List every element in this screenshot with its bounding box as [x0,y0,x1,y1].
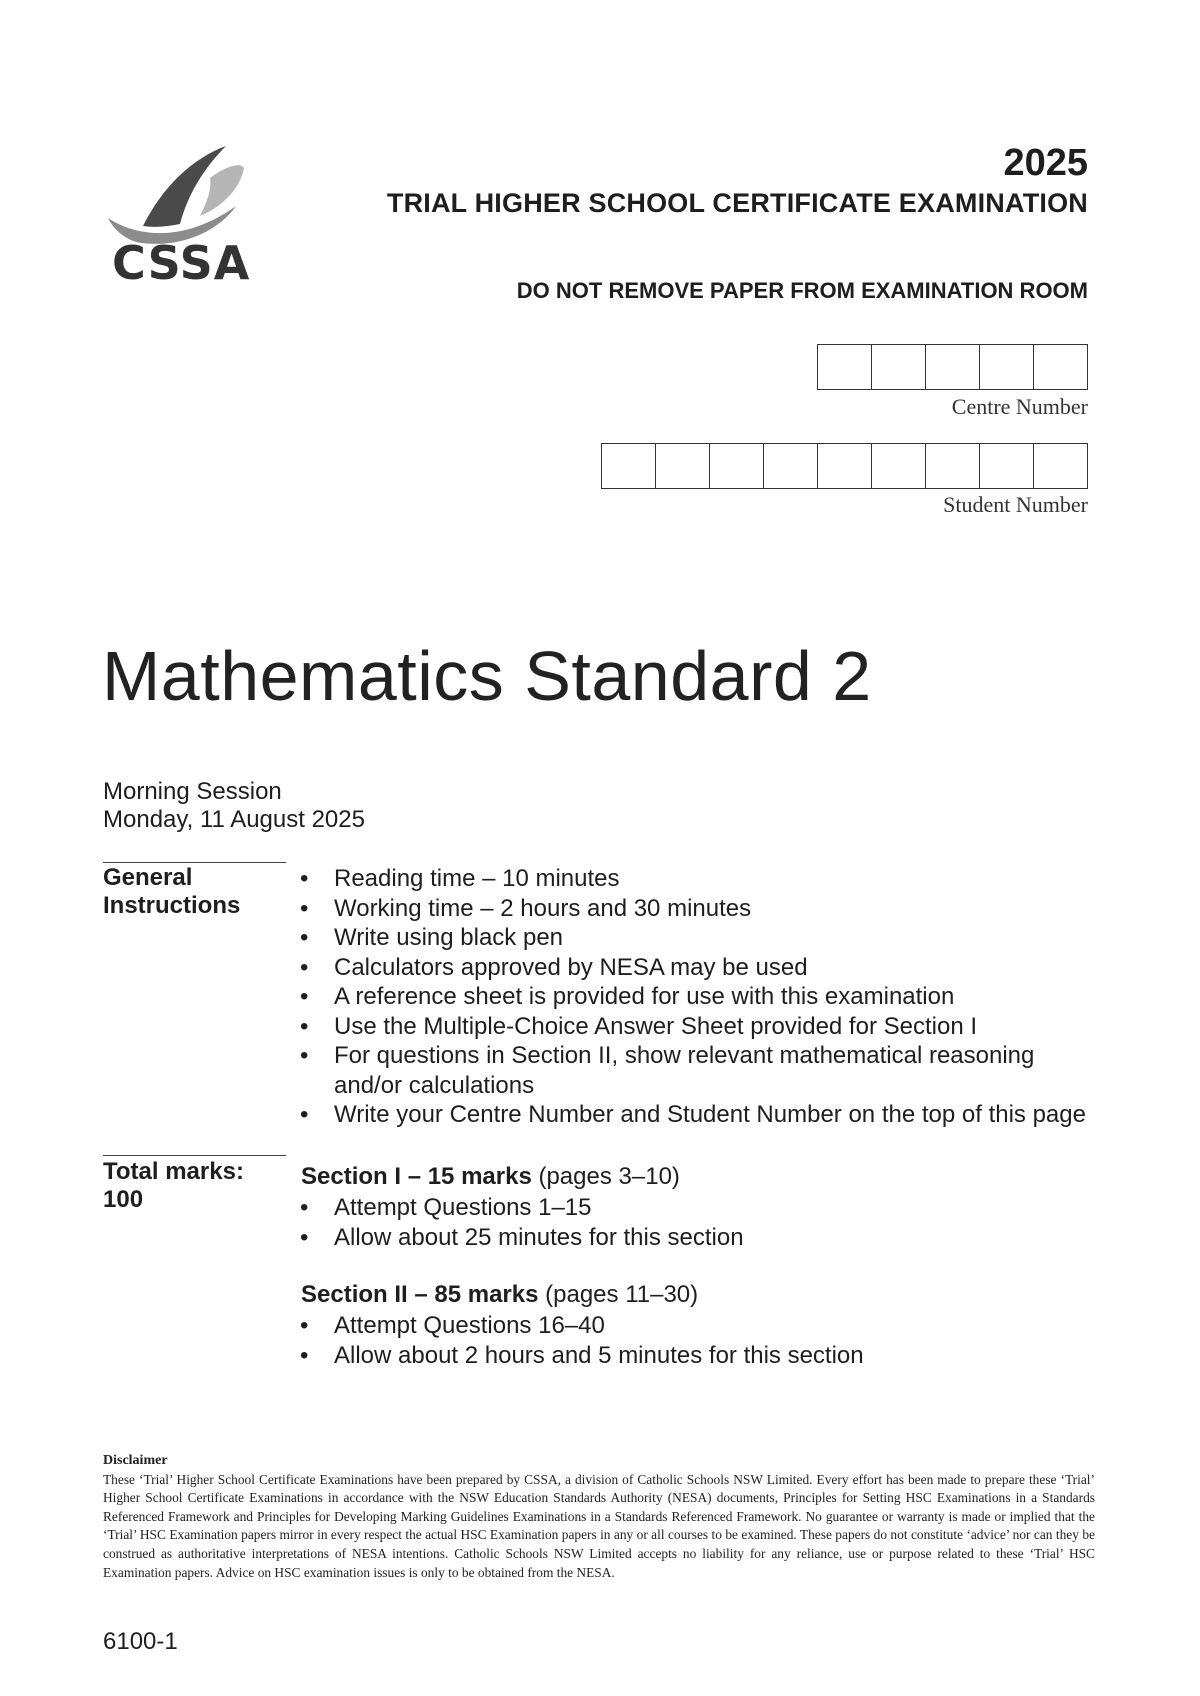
general-instructions-heading [103,864,240,920]
total-marks-label: Total marks: [103,1158,244,1185]
total-marks [103,1158,244,1214]
centre-number-digit-box[interactable] [818,344,872,390]
list-item: • Working time – 2 hours and 30 minutes [298,894,1086,924]
session-date: Monday, 11 August 2025 [103,806,365,833]
list-item: • Reading time – 10 minutes [298,864,1086,894]
student-number-digit-box[interactable] [872,443,926,489]
list-item: • For questions in Section II, show relevant mathematical reasoning [298,1041,1086,1071]
centre-number-label: Centre Number [951,394,1088,419]
student-number-digit-box[interactable] [818,443,872,489]
logo-text: CSSA [112,236,251,290]
list-item: • Attempt Questions 1–15 [298,1193,744,1223]
list-item: • Allow about 25 minutes for this section [298,1223,744,1253]
student-number-digit-box[interactable] [980,443,1034,489]
centre-number-boxes[interactable] [817,344,1088,390]
section-2-title: Section II – 85 marks [301,1281,539,1308]
paper-code: 6100-1 [103,1628,178,1655]
disclaimer-text: These ‘Trial’ Higher School Certificate Examinations have been prepared by CSSA, a division of Catholic Schools NSW Limited. Every effort has been made to prepare these ‘Trial’ Higher School Certificate Examinations in accordance with the NSW Education Standards Authority (NESA) documents, Principles for Setting HSC Examinations in a Standards Referenced Framework and Principles for Developing Marking Guidelines Examinations in a Standards Referenced Framework. No guarantee or warranty is made or implied that the ‘Trial’ HSC Examination papers mirror in every respect the actual HSC Examination papers in any or all courses to be examined. These papers do not constitute ‘advice’ nor can they be construed as authoritative interpretations of NESA intentions. Catholic Schools NSW Limited accepts no liability for any reliance, use or purpose related to these ‘Trial’ HSC Examination papers. Advice on HSC examination issues is only to be obtained from the NESA. [103,1471,1095,1580]
session-info [103,778,365,834]
session-name: Morning Session [103,778,282,805]
exam-title: TRIAL HIGHER SCHOOL CERTIFICATE EXAMINATION [386,188,1088,218]
list-item: • A reference sheet is provided for use with this examination [298,982,1086,1012]
student-number-digit-box[interactable] [764,443,818,489]
section-1-title: Section I – 15 marks [301,1163,532,1190]
list-item-continuation: and/or calculations [334,1071,535,1099]
divider [103,862,286,863]
section-2-heading [301,1281,698,1309]
student-number-digit-box[interactable] [1034,443,1088,489]
total-marks-value: 100 [103,1186,144,1213]
student-number-digit-box[interactable] [656,443,710,489]
section-1-list [298,1193,744,1252]
list-item: • Write using black pen [298,923,1086,953]
list-item: • Calculators approved by NESA may be used [298,953,1086,983]
exam-year: 2025 [1003,142,1088,184]
removal-warning: DO NOT REMOVE PAPER FROM EXAMINATION ROOM [516,278,1088,303]
divider [103,1155,286,1156]
centre-number-digit-box[interactable] [872,344,926,390]
section-2-pages: (pages 11–30) [545,1281,699,1308]
general-instructions-list [298,864,1086,1130]
centre-number-digit-box[interactable] [980,344,1034,390]
disclaimer-title: Disclaimer [103,1453,168,1468]
student-number-boxes[interactable] [601,443,1088,489]
heading-line: Instructions [103,892,241,919]
section-2-list [298,1311,864,1370]
student-number-digit-box[interactable] [710,443,764,489]
list-item: • Allow about 2 hours and 5 minutes for this section [298,1341,864,1371]
student-number-digit-box[interactable] [926,443,980,489]
student-number-label: Student Number [943,492,1088,517]
list-item: • Use the Multiple-Choice Answer Sheet provided for Section I [298,1012,1086,1042]
subject-title: Mathematics Standard 2 [102,637,872,715]
heading-line: General [103,864,193,891]
centre-number-digit-box[interactable] [1034,344,1088,390]
disclaimer [103,1452,1095,1582]
section-1-heading [301,1163,680,1191]
centre-number-digit-box[interactable] [926,344,980,390]
student-number-digit-box[interactable] [602,443,656,489]
list-item: • Write your Centre Number and Student Number on the top of this page [298,1100,1086,1130]
section-1-pages: (pages 3–10) [538,1163,680,1190]
list-item: • Attempt Questions 16–40 [298,1311,864,1341]
